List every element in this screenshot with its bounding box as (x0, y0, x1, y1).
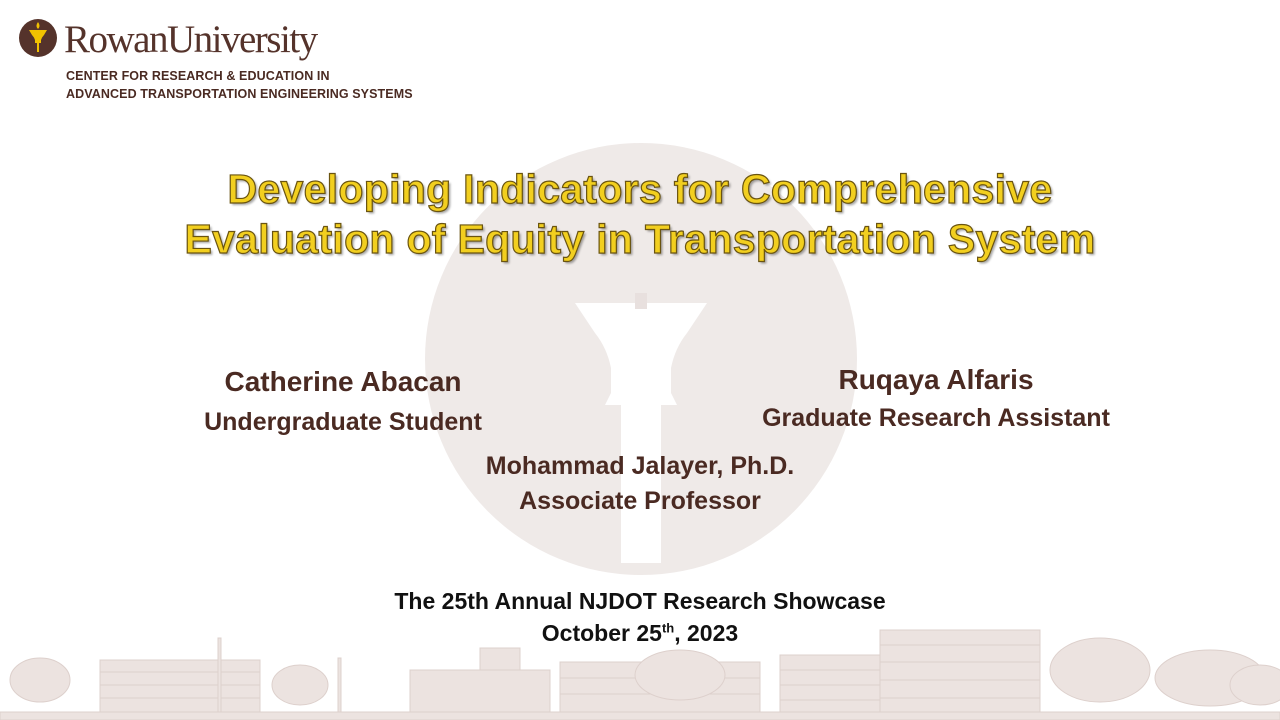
event-date-prefix: October 25 (541, 620, 662, 646)
center-name-line2: ADVANCED TRANSPORTATION ENGINEERING SYSTEMS (66, 87, 413, 101)
event-date-ordinal: th (661, 620, 675, 636)
event-name: The 25th Annual NJDOT Research Showcase (394, 588, 886, 614)
author-role-ruqaya: Graduate Research Assistant (762, 404, 1110, 432)
torch-seal-icon (18, 18, 58, 58)
event-date-year: , 2023 (674, 620, 739, 646)
center-name-line1: CENTER FOR RESEARCH & EDUCATION IN (66, 69, 330, 83)
author-name-mohammad: Mohammad Jalayer, Ph.D. (485, 452, 795, 480)
slide-title-line2: Evaluation of Equity in Transportation System (184, 216, 1096, 262)
university-wordmark: RowanUniversity (64, 18, 317, 61)
campus-skyline (0, 600, 1280, 720)
author-role-mohammad: Associate Professor (519, 487, 761, 515)
author-name-catherine: Catherine Abacan (224, 366, 462, 397)
author-role-catherine: Undergraduate Student (204, 408, 482, 436)
slide-title-line1: Developing Indicators for Comprehensive (227, 166, 1053, 212)
event-date (290, 620, 990, 647)
rowan-logo (18, 16, 438, 106)
author-name-ruqaya: Ruqaya Alfaris (838, 364, 1034, 395)
